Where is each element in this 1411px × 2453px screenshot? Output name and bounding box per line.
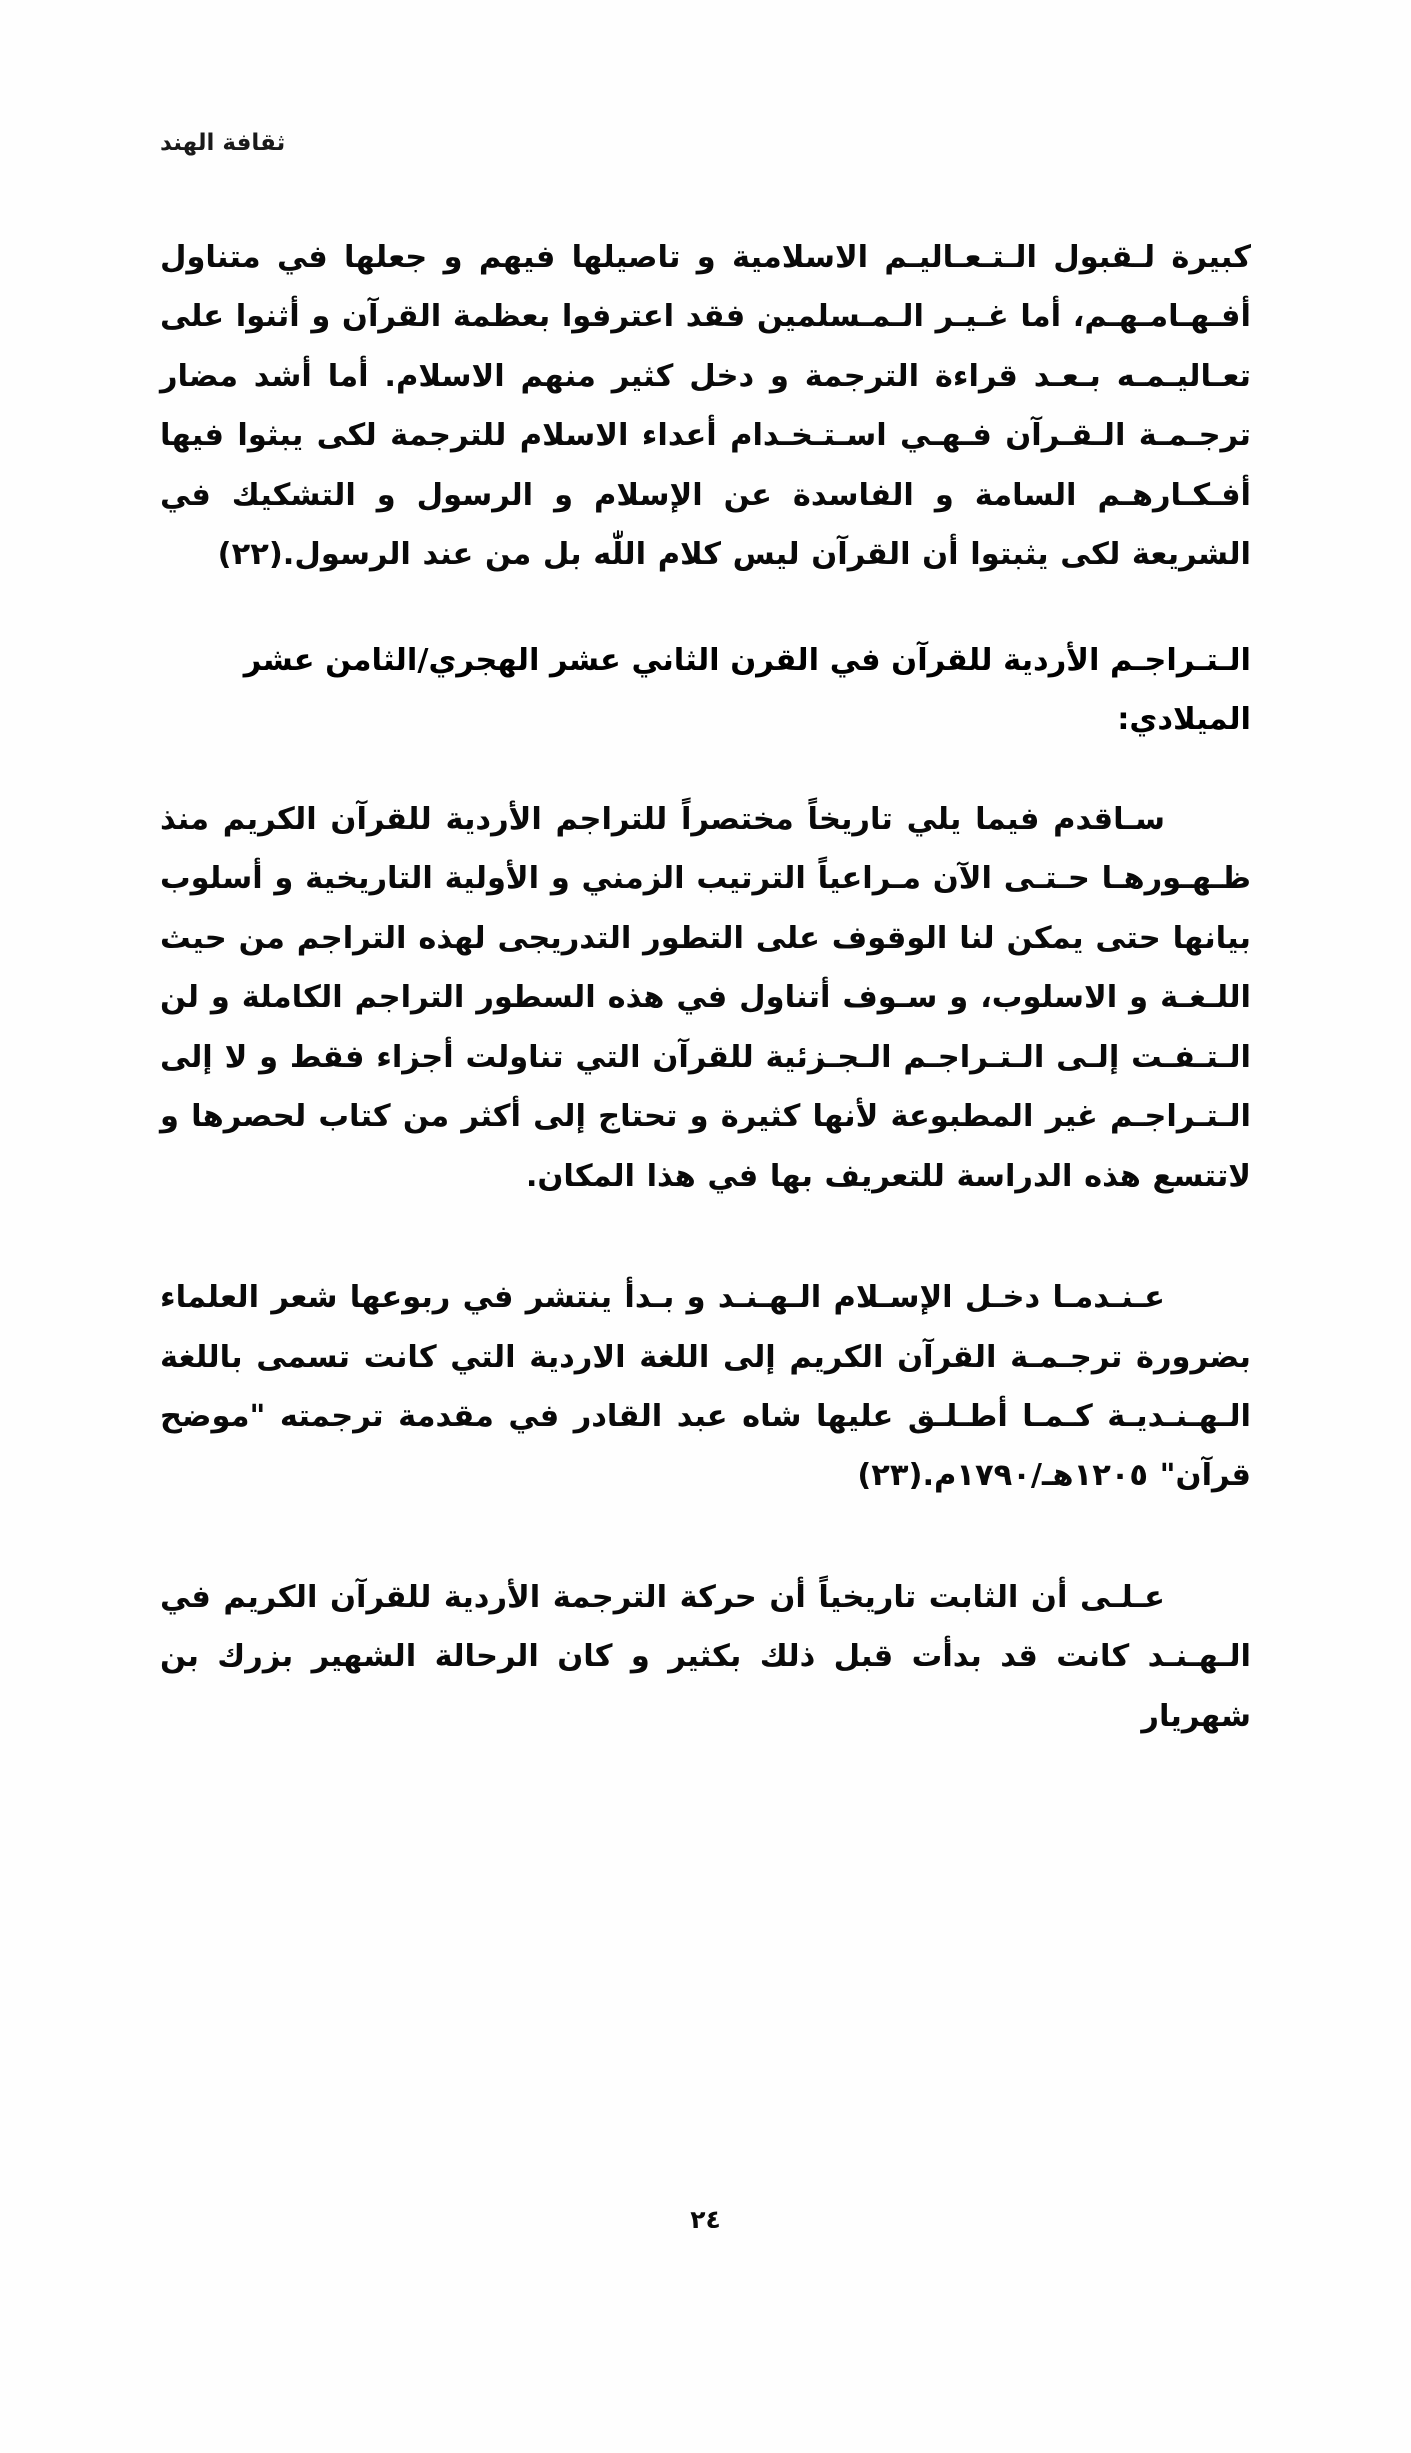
paragraph-spacer-2 [160,1540,1251,1568]
paragraph-spacer [160,1240,1251,1268]
paragraph-2: سـاقدم فيما يلي تاريخاً مختصراً للتراجم الأردية للقرآن الكريم منذ ظـهـورهـا حـتـى الآن مـراعياً الترتيب الزمني و الأولية التاريخية و أسلوب بيانها حتى يمكن لنا الوقوف على التطور التدريجى لهذه التراجم من حيث اللـغـة و الاسلوب، و سـوف أتناول في هذه السطور التراجم الكاملة و لن الـتـفـت إلـى الـتـراجـم الـجـزئية للقرآن التي تناولت أجزاء فقط و لا إلى الـتـراجـم غير المطبوعة لأنها كثيرة و تحتاج إلى أكثر من كتاب لحصرها و لاتتسع هذه الدراسة للتعريف بها في هذا المكان. [160,801,1251,1194]
section-heading: الـتـراجـم الأردية للقرآن في القرن الثاني عشر الهجري/الثامن عشر الميلادي: [243,642,1251,738]
running-head: ثقافة الهند [160,130,286,156]
paragraph-3: عـنـدمـا دخـل الإسـلام الـهـنـد و بـدأ ينتشر في ربوعها شعر العلماء بضرورة ترجـمـة القرآن الكريم إلى اللغة الاردية التي كانت تسمى باللغة الـهـنـديـة كـمـا أطـلـق عليها شاه عبد القادر في مقدمة ترجمته "موضح قرآن" ١٢٠٥هـ/١٧٩٠م.(٢٣) [160,1280,1251,1494]
page-content [160,130,1251,1776]
page-number: ٢٤ [690,2205,721,2234]
paragraph-4: عـلـى أن الثابت تاريخياً أن حركة الترجمة الأردية للقرآن الكريم في الـهـنـد كانت قد بدأت قبل ذلك بكثير و كان الرحالة الشهير بزرك بن شهريار [160,1579,1251,1734]
paragraph-1: كبيرة لـقبول الـتـعـاليـم الاسلامية و تاصيلها فيهم و جعلها في متناول أفـهـامـهـم، أما غـيـر الـمـسلمين فقد اعترفوا بعظمة القرآن و أثنوا على تعـاليـمـه بـعـد قراءة الترجمة و دخل كثير منهم الاسلام. أما أشد مضار ترجـمـة الـقـرآن فـهـي اسـتـخـدام أعداء الاسلام للترجمة لكى يبثوا فيها أفـكـارهـم السامة و الفاسدة عن الإسلام و الرسول و التشكيك في الشريعة لكى يثبتوا أن القرآن ليس كلام اللّٰه بل من عند الرسول.(٢٢) [160,240,1251,573]
